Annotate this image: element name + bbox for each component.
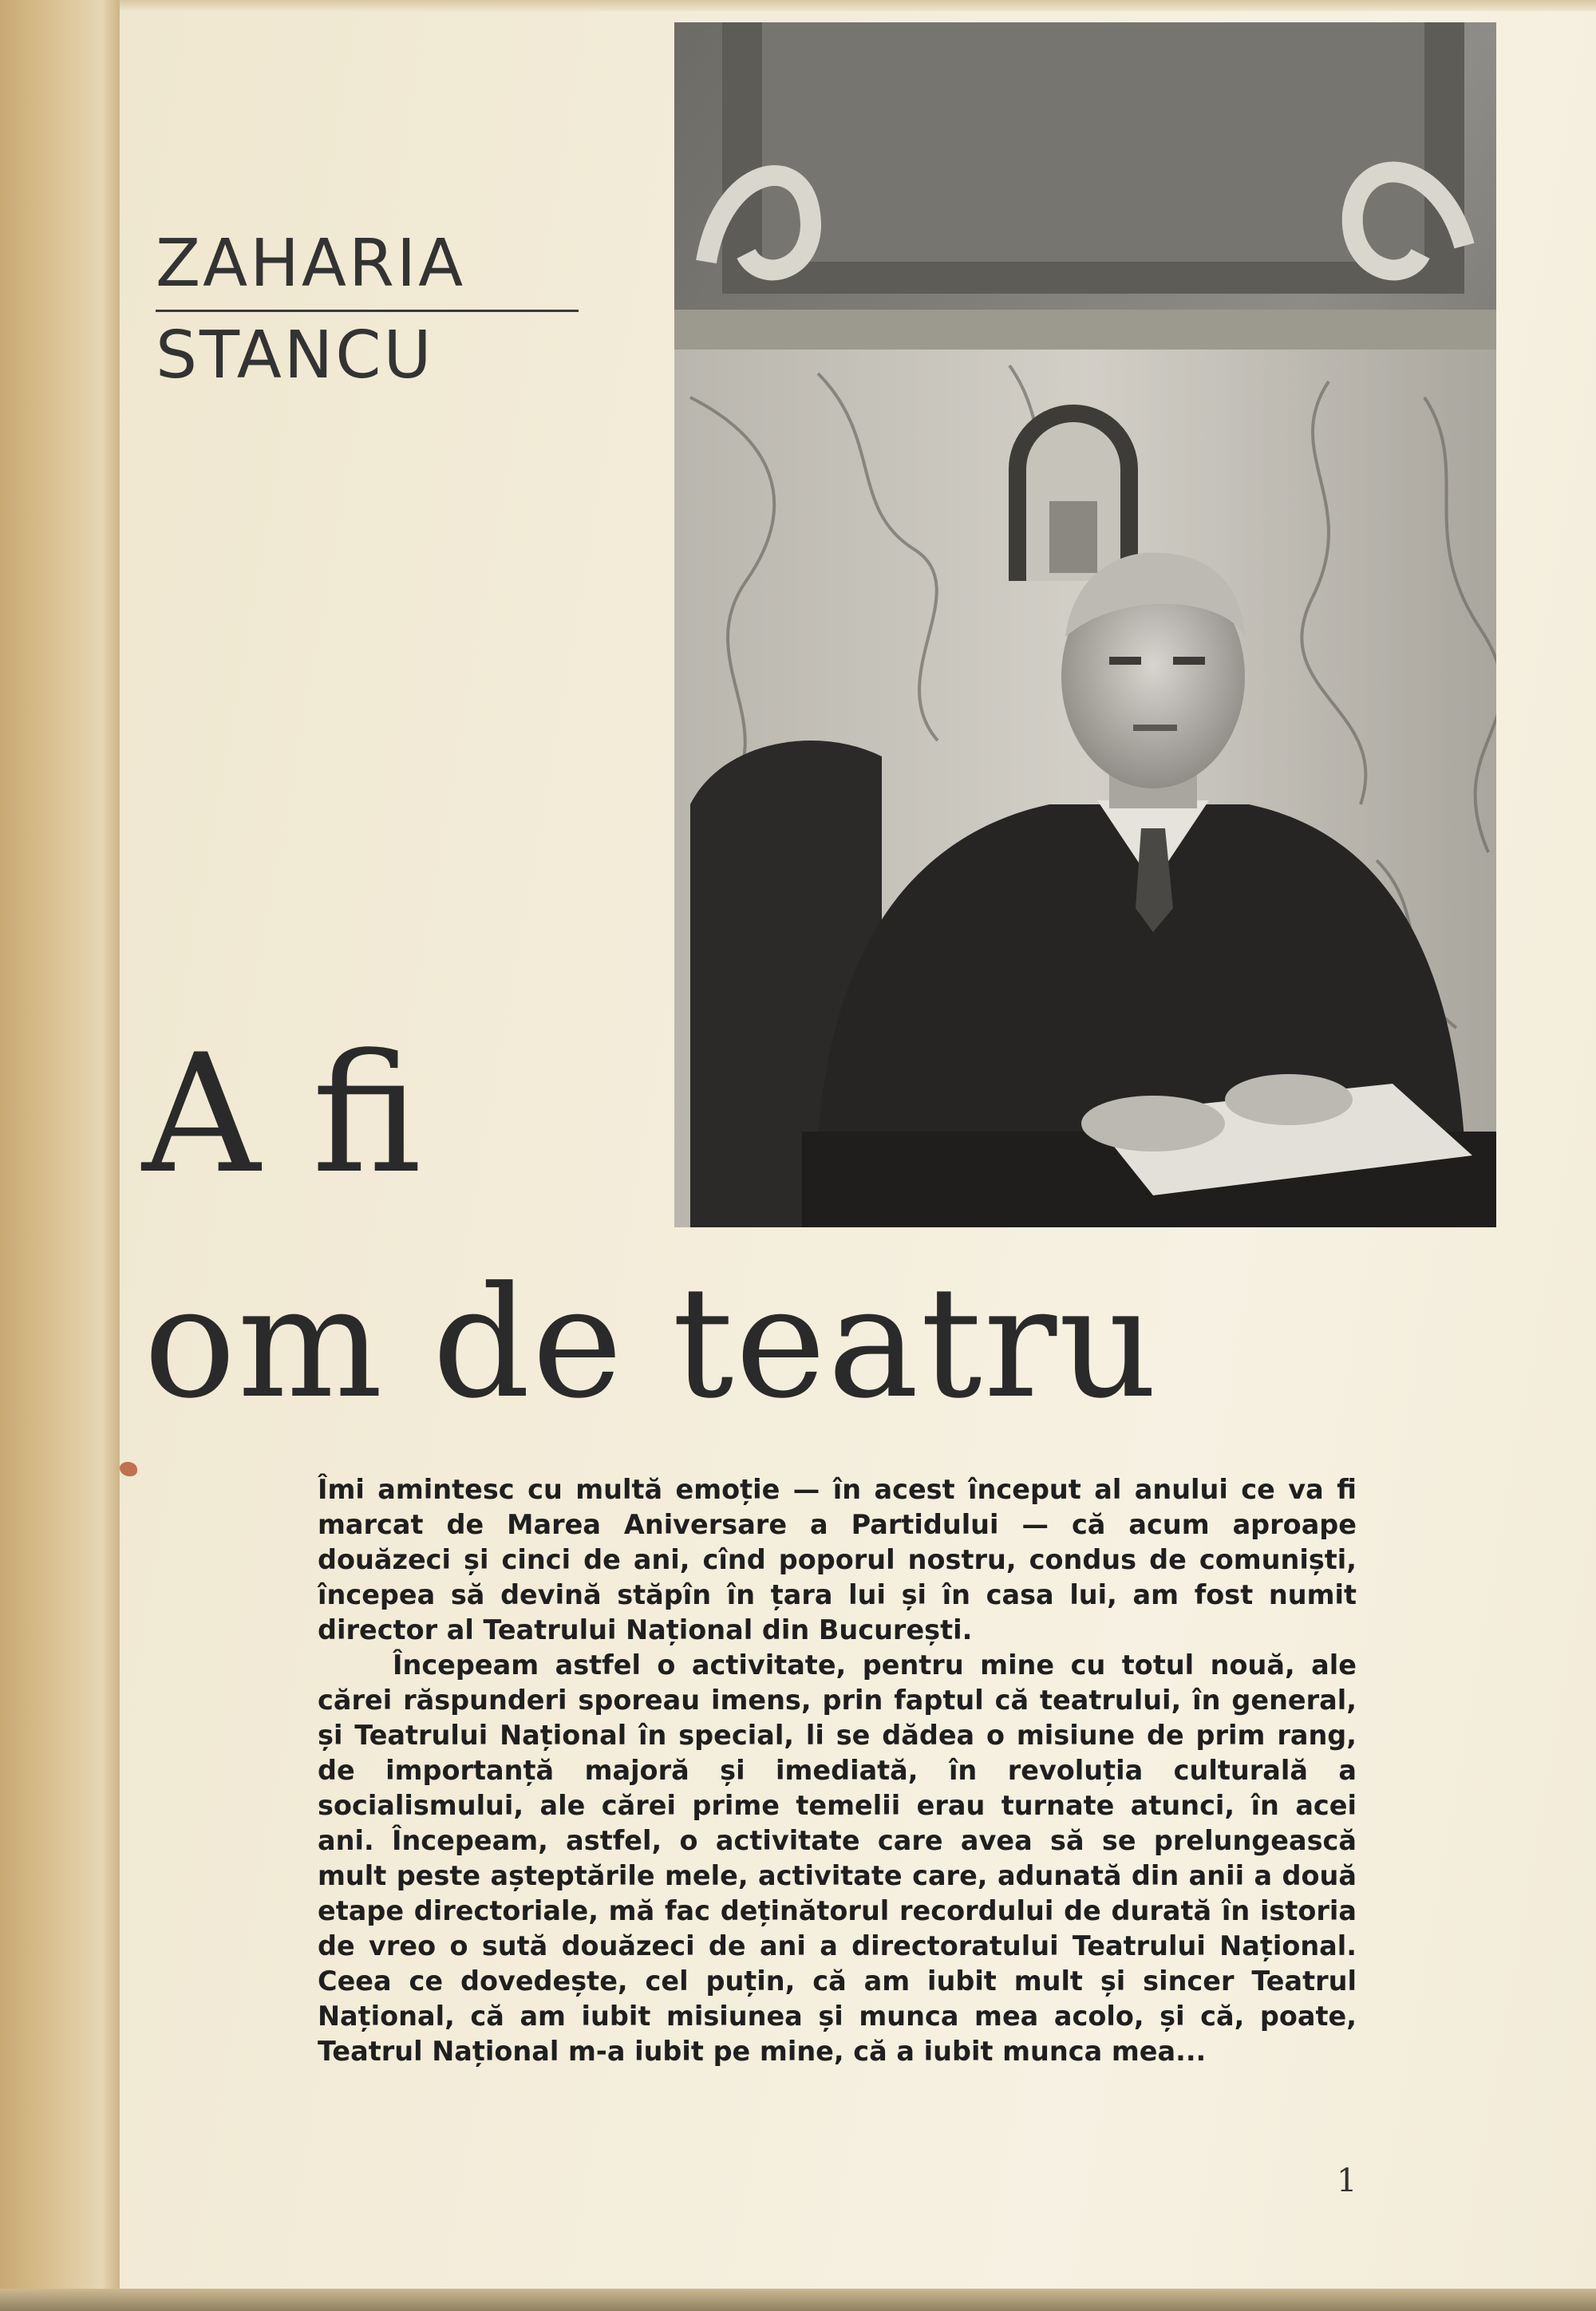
- article-title-line1: A fi: [142, 1020, 421, 1210]
- author-name: [156, 226, 587, 393]
- author-portrait-photo: [674, 22, 1496, 1227]
- title-word-om: om: [144, 1254, 385, 1432]
- ink-stain: [120, 1462, 137, 1476]
- bottom-page-edge: [0, 2289, 1596, 2311]
- title-word-de: de: [432, 1254, 625, 1432]
- author-first-name: ZAHARIA: [156, 226, 466, 302]
- author-last-name: STANCU: [156, 318, 434, 393]
- paragraph-2: Începeam astfel o activitate, pentru mine cu totul nouă, ale cărei răspunderi sporeau imens, prin faptul că teatrului, în general, și Teatrului Național în special, li se dădea o misiune de prim rang, de importanță majoră și imediată, în revoluția culturală a socialismului, ale cărei prime temelii erau turnate atunci, în acei ani. Începeam, astfel, o activitate care avea să se prelungească mult peste așteptările mele, activitate care, adunată din anii a două etape directoriale, mă fac deținătorul recordului de durată în istoria de vreo o sută douăzeci de ani a directoratului Teatrului Național. Ceea ce dovedește, cel puțin, că am iubit mult și sincer Teatrul Național, că am iubit misiunea și munca mea acolo, și că, poate, Teatrul Național m-a iubit pe mine, că a iubit munca mea...: [318, 1649, 1357, 2067]
- title-word-teatru: teatru: [672, 1254, 1159, 1432]
- author-underline: [156, 310, 579, 312]
- top-page-edge: [120, 0, 1596, 11]
- paragraph-1: Îmi amintesc cu multă emoție — în acest început al anului ce va fi marcat de Marea Aniversare a Partidului — că acum aproape douăzeci și cinci de ani, cînd poporul nostru, condus de comuniști, începea să devină stăpîn în țara lui și în casa lui, am fost numit director al Teatrului Național din București.: [318, 1474, 1357, 1645]
- page-number: 1: [1337, 2163, 1357, 2199]
- article-body: [318, 1472, 1357, 2069]
- article-title-line2: [144, 1254, 1159, 1432]
- binding-edge: [0, 0, 120, 2311]
